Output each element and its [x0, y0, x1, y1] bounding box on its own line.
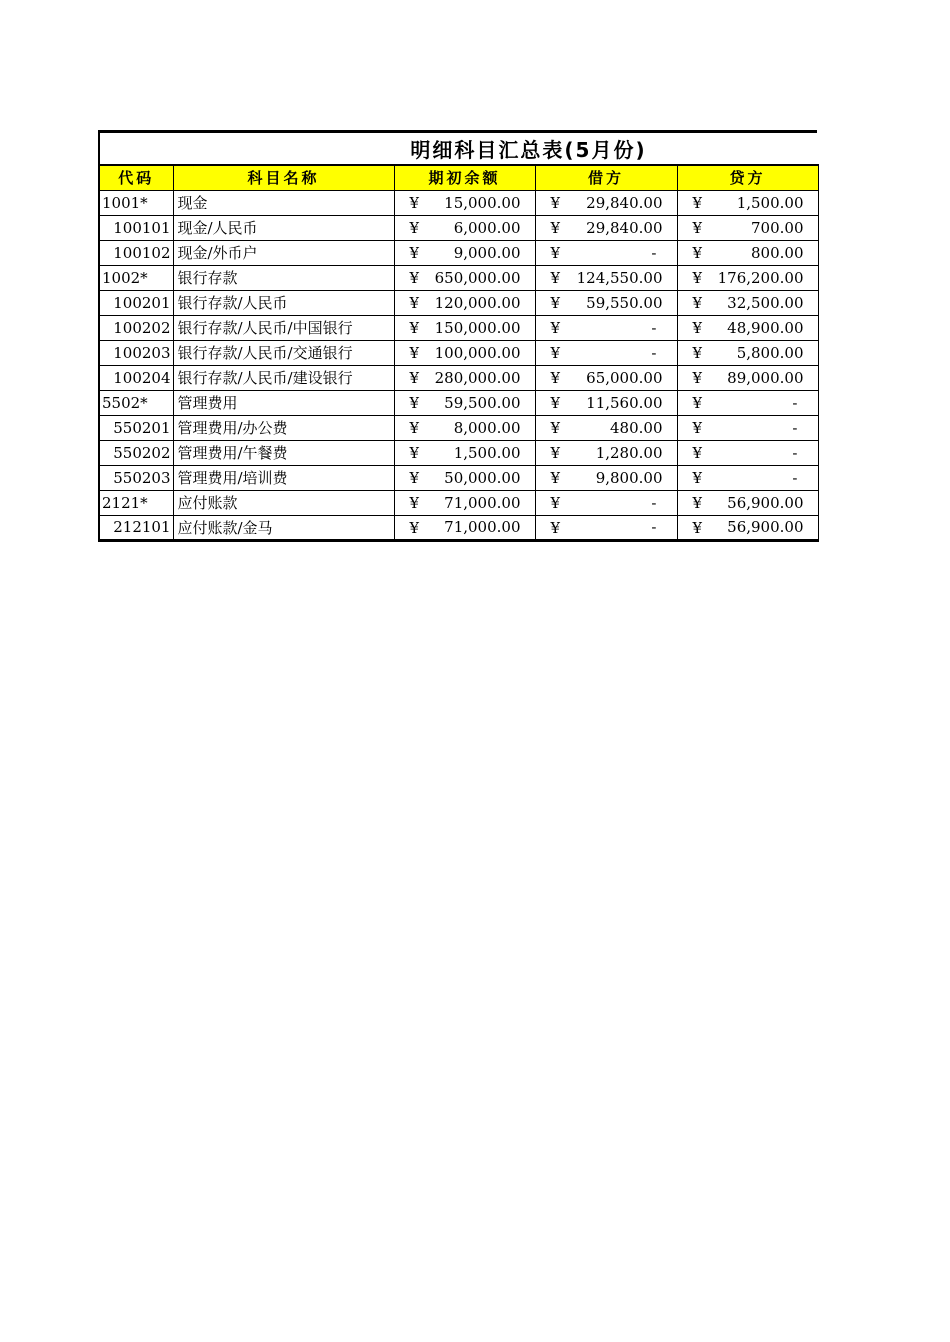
amount-value: 6,000.00: [453, 218, 521, 237]
currency-symbol: ¥: [409, 343, 420, 362]
cell-credit[interactable]: [677, 390, 818, 415]
cell-account-name[interactable]: 银行存款/人民币/交通银行: [173, 340, 394, 365]
cell-credit[interactable]: [677, 240, 818, 265]
cell-debit[interactable]: [535, 390, 677, 415]
amount-value: 59,550.00: [586, 293, 663, 312]
amount-value: 100,000.00: [434, 343, 521, 362]
cell-opening-balance[interactable]: [394, 490, 535, 515]
cell-credit[interactable]: [677, 465, 818, 490]
cell-code[interactable]: 1002*: [99, 265, 173, 290]
amount-value: 650,000.00: [434, 268, 521, 287]
cell-debit[interactable]: [535, 190, 677, 215]
account-summary-table: [98, 164, 819, 542]
amount-value: 5,800.00: [736, 343, 804, 362]
amount-value: 1,500.00: [453, 443, 521, 462]
currency-symbol: ¥: [550, 368, 561, 387]
currency-symbol: ¥: [550, 493, 561, 512]
amount-value: 71,000.00: [444, 518, 521, 536]
currency-symbol: ¥: [409, 243, 420, 262]
currency-symbol: ¥: [550, 343, 561, 362]
currency-symbol: ¥: [692, 218, 703, 237]
currency-symbol: ¥: [409, 218, 420, 237]
cell-code[interactable]: 5502*: [99, 390, 173, 415]
currency-symbol: ¥: [409, 293, 420, 312]
cell-code[interactable]: 550202: [99, 440, 173, 465]
amount-value: 29,840.00: [586, 218, 663, 237]
amount-value: 29,840.00: [586, 193, 663, 212]
cell-opening-balance[interactable]: [394, 290, 535, 315]
cell-credit[interactable]: [677, 215, 818, 240]
currency-symbol: ¥: [692, 468, 703, 487]
cell-account-name[interactable]: 现金/人民币: [173, 215, 394, 240]
amount-value: 32,500.00: [727, 293, 804, 312]
amount-value: 9,800.00: [595, 468, 663, 487]
amount-value: 1,280.00: [595, 443, 663, 462]
currency-symbol: ¥: [409, 318, 420, 337]
amount-value: -: [651, 518, 657, 536]
amount-value: -: [651, 318, 657, 337]
cell-code[interactable]: 100201: [99, 290, 173, 315]
table-row: [99, 215, 818, 240]
header-row: [99, 165, 818, 190]
cell-account-name[interactable]: 现金: [173, 190, 394, 215]
currency-symbol: ¥: [550, 293, 561, 312]
cell-credit[interactable]: [677, 415, 818, 440]
amount-value: 11,560.00: [586, 393, 663, 412]
currency-symbol: ¥: [409, 443, 420, 462]
currency-symbol: ¥: [550, 218, 561, 237]
cell-debit[interactable]: [535, 265, 677, 290]
cell-credit[interactable]: [677, 515, 818, 540]
amount-value: 120,000.00: [434, 293, 521, 312]
currency-symbol: ¥: [692, 518, 703, 537]
cell-credit[interactable]: [677, 265, 818, 290]
table-row: [99, 465, 818, 490]
cell-opening-balance[interactable]: [394, 265, 535, 290]
currency-symbol: ¥: [692, 193, 703, 212]
cell-account-name[interactable]: 银行存款: [173, 265, 394, 290]
cell-opening-balance[interactable]: [394, 315, 535, 340]
currency-symbol: ¥: [409, 393, 420, 412]
amount-value: 65,000.00: [586, 368, 663, 387]
amount-value: 1,500.00: [736, 193, 804, 212]
amount-value: 15,000.00: [444, 193, 521, 212]
cell-account-name[interactable]: 银行存款/人民币/中国银行: [173, 315, 394, 340]
cell-code[interactable]: 1001*: [99, 190, 173, 215]
table-row: [99, 290, 818, 315]
cell-debit[interactable]: [535, 240, 677, 265]
currency-symbol: ¥: [692, 493, 703, 512]
amount-value: 71,000.00: [444, 493, 521, 512]
amount-value: 700.00: [751, 218, 804, 237]
cell-debit[interactable]: [535, 515, 677, 540]
amount-value: 48,900.00: [727, 318, 804, 337]
cell-debit[interactable]: [535, 365, 677, 390]
cell-opening-balance[interactable]: [394, 465, 535, 490]
amount-value: 50,000.00: [444, 468, 521, 487]
currency-symbol: ¥: [409, 468, 420, 487]
cell-debit[interactable]: [535, 415, 677, 440]
amount-value: -: [651, 493, 657, 512]
cell-opening-balance[interactable]: [394, 515, 535, 540]
table-row: [99, 490, 818, 515]
amount-value: 56,900.00: [727, 493, 804, 512]
currency-symbol: ¥: [692, 293, 703, 312]
amount-value: -: [792, 468, 798, 487]
cell-code[interactable]: 550203: [99, 465, 173, 490]
amount-value: 89,000.00: [727, 368, 804, 387]
currency-symbol: ¥: [692, 393, 703, 412]
header-code[interactable]: 代码: [99, 165, 173, 190]
cell-opening-balance[interactable]: [394, 190, 535, 215]
cell-debit[interactable]: [535, 340, 677, 365]
table-row: [99, 315, 818, 340]
cell-credit[interactable]: [677, 365, 818, 390]
cell-account-name[interactable]: 管理费用: [173, 390, 394, 415]
cell-code[interactable]: 212101: [99, 515, 173, 540]
header-debit[interactable]: 借方: [535, 165, 677, 190]
cell-code[interactable]: 2121*: [99, 490, 173, 515]
currency-symbol: ¥: [550, 268, 561, 287]
table-row: [99, 515, 818, 540]
cell-code[interactable]: 100203: [99, 340, 173, 365]
cell-credit[interactable]: [677, 490, 818, 515]
summary-sheet: [98, 130, 817, 542]
currency-symbol: ¥: [692, 318, 703, 337]
amount-value: 59,500.00: [444, 393, 521, 412]
cell-opening-balance[interactable]: [394, 390, 535, 415]
amount-value: 56,900.00: [727, 518, 804, 536]
cell-credit[interactable]: [677, 440, 818, 465]
table-row: [99, 365, 818, 390]
cell-opening-balance[interactable]: [394, 240, 535, 265]
amount-value: -: [792, 418, 798, 437]
amount-value: 124,550.00: [576, 268, 663, 287]
currency-symbol: ¥: [550, 193, 561, 212]
cell-debit[interactable]: [535, 490, 677, 515]
cell-opening-balance[interactable]: [394, 340, 535, 365]
amount-value: 480.00: [610, 418, 663, 437]
currency-symbol: ¥: [550, 243, 561, 262]
amount-value: -: [792, 443, 798, 462]
cell-code[interactable]: 550201: [99, 415, 173, 440]
currency-symbol: ¥: [550, 393, 561, 412]
cell-debit[interactable]: [535, 290, 677, 315]
currency-symbol: ¥: [692, 343, 703, 362]
cell-credit[interactable]: [677, 315, 818, 340]
currency-symbol: ¥: [550, 468, 561, 487]
cell-credit[interactable]: [677, 290, 818, 315]
cell-account-name[interactable]: 应付账款: [173, 490, 394, 515]
currency-symbol: ¥: [409, 418, 420, 437]
cell-debit[interactable]: [535, 440, 677, 465]
header-credit[interactable]: 贷方: [677, 165, 818, 190]
currency-symbol: ¥: [692, 243, 703, 262]
cell-account-name[interactable]: 管理费用/办公费: [173, 415, 394, 440]
currency-symbol: ¥: [550, 518, 561, 537]
amount-value: -: [651, 243, 657, 262]
currency-symbol: ¥: [409, 518, 420, 537]
cell-debit[interactable]: [535, 215, 677, 240]
amount-value: 800.00: [751, 243, 804, 262]
currency-symbol: ¥: [692, 268, 703, 287]
cell-code[interactable]: 100202: [99, 315, 173, 340]
table-row: [99, 440, 818, 465]
currency-symbol: ¥: [409, 268, 420, 287]
cell-account-name[interactable]: 应付账款/金马: [173, 515, 394, 540]
amount-value: 176,200.00: [717, 268, 804, 287]
cell-opening-balance[interactable]: [394, 365, 535, 390]
currency-symbol: ¥: [692, 418, 703, 437]
amount-value: -: [651, 343, 657, 362]
amount-value: -: [792, 393, 798, 412]
currency-symbol: ¥: [409, 193, 420, 212]
cell-code[interactable]: 100102: [99, 240, 173, 265]
cell-debit[interactable]: [535, 315, 677, 340]
currency-symbol: ¥: [409, 368, 420, 387]
cell-opening-balance[interactable]: [394, 440, 535, 465]
table-row: [99, 265, 818, 290]
cell-credit[interactable]: [677, 340, 818, 365]
currency-symbol: ¥: [692, 368, 703, 387]
table-row: [99, 190, 818, 215]
currency-symbol: ¥: [550, 443, 561, 462]
currency-symbol: ¥: [692, 443, 703, 462]
cell-account-name[interactable]: 银行存款/人民币: [173, 290, 394, 315]
table-row: [99, 240, 818, 265]
currency-symbol: ¥: [550, 318, 561, 337]
currency-symbol: ¥: [550, 418, 561, 437]
cell-account-name[interactable]: 银行存款/人民币/建设银行: [173, 365, 394, 390]
cell-account-name[interactable]: 管理费用/培训费: [173, 465, 394, 490]
table-row: [99, 390, 818, 415]
sheet-title: 明细科目汇总表(5月份): [98, 130, 817, 164]
cell-code[interactable]: 100101: [99, 215, 173, 240]
currency-symbol: ¥: [409, 493, 420, 512]
amount-value: 150,000.00: [434, 318, 521, 337]
cell-credit[interactable]: [677, 190, 818, 215]
amount-value: 8,000.00: [453, 418, 521, 437]
amount-value: 9,000.00: [453, 243, 521, 262]
table-row: [99, 415, 818, 440]
header-opening-balance[interactable]: 期初余额: [394, 165, 535, 190]
header-name[interactable]: 科目名称: [173, 165, 394, 190]
cell-account-name[interactable]: 管理费用/午餐费: [173, 440, 394, 465]
table-row: [99, 340, 818, 365]
cell-opening-balance[interactable]: [394, 215, 535, 240]
cell-account-name[interactable]: 现金/外币户: [173, 240, 394, 265]
cell-code[interactable]: 100204: [99, 365, 173, 390]
cell-opening-balance[interactable]: [394, 415, 535, 440]
amount-value: 280,000.00: [434, 368, 521, 387]
cell-debit[interactable]: [535, 465, 677, 490]
